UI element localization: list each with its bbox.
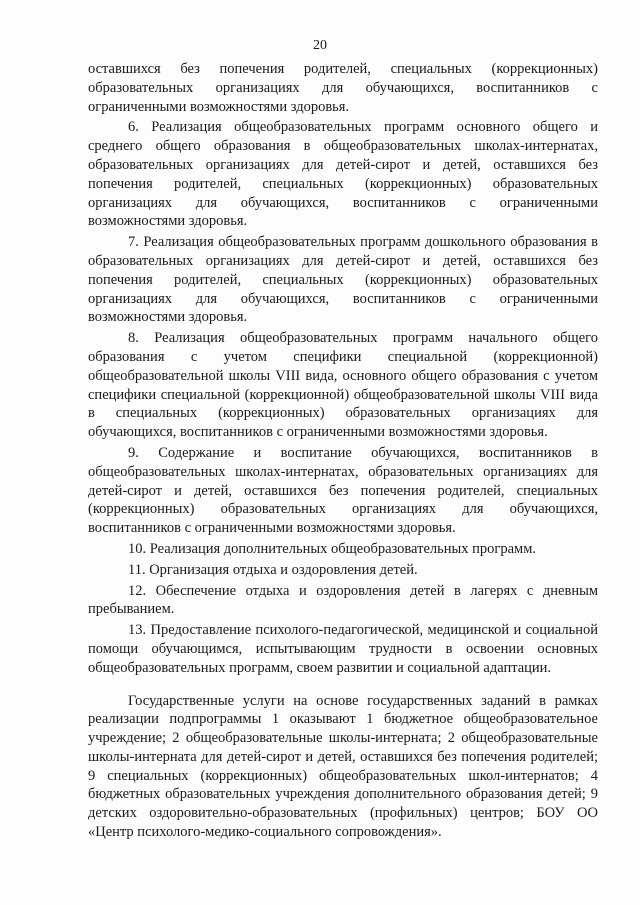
page-number: 20: [313, 38, 327, 53]
paragraph-state-services: Государственные услуги на основе государственных заданий в рамках реализации подпрограммы 1 оказывают 1 бюджетное общеобразовательное учреждение; 2 общеобразовательные школы-интерната; 2 общеобразовательные школы-интерната для детей-сирот и детей, оставшихся без попечения родителей; 9 специальных (коррекционных) общеобразовательных школ-интернатов; 4 бюджетных образовательных учреждения дополнительного образования детей; 9 детских оздоровительно-образовательных (профильных) центров; БОУ ОО «Центр психолого-медико-социального сопровождения».: [88, 692, 598, 841]
document-body: [88, 60, 598, 842]
paragraph-item-10: 10. Реализация дополнительных общеобразовательных программ.: [128, 540, 536, 557]
paragraph-item-12: 12. Обеспечение отдыха и оздоровления детей в лагерях с дневным пребыванием.: [88, 582, 598, 618]
paragraph-item-11: 11. Организация отдыха и оздоровления детей.: [128, 561, 418, 578]
paragraph-item-6: 6. Реализация общеобразовательных программ основного общего и среднего общего образования в общеобразовательных школах-интернатах, образовательных организациях для детей-сирот и детей, оставшихся без попечения родителей, специальных (коррекционных) образовательных организациях для обучающихся, воспитанников с ограниченными возможностями здоровья.: [88, 119, 598, 230]
paragraph-item-13: 13. Предоставление психолого-педагогической, медицинской и социальной помощи обучающимся, испытывающим трудности в освоении основных общеобразовательных программ, своем развитии и социальной адаптации.: [88, 622, 598, 676]
paragraph-item-8: 8. Реализация общеобразовательных программ начального общего образования с учетом специфики специальной (коррекционной) общеобразовательной школы VIII вида, основного общего образования с учетом специфики специальной (коррекционной) общеобразовательной школы VIII вида в специальных (коррекционных) образовательных организациях для обучающихся, воспитанников с ограниченными возможностями здоровья.: [88, 330, 598, 441]
paragraph-item-7: 7. Реализация общеобразовательных программ дошкольного образования в образовательных организациях для детей-сирот и детей, оставшихся без попечения родителей, специальных (коррекционных) образовательных организациях для обучающихся, воспитанников с ограниченными возможностями здоровья.: [88, 234, 598, 326]
paragraph-continuation: оставшихся без попечения родителей, специальных (коррекционных) образовательных организациях для обучающихся, воспитанников с ограниченными возможностями здоровья.: [88, 61, 598, 115]
paragraph-item-9: 9. Содержание и воспитание обучающихся, воспитанников в общеобразовательных школах-интернатах, образовательных организациях для детей-сирот и детей, оставшихся без попечения родителей, специальных (коррекционных) образовательных организациях для обучающихся, воспитанников с ограниченными возможностями здоровья.: [88, 444, 598, 537]
